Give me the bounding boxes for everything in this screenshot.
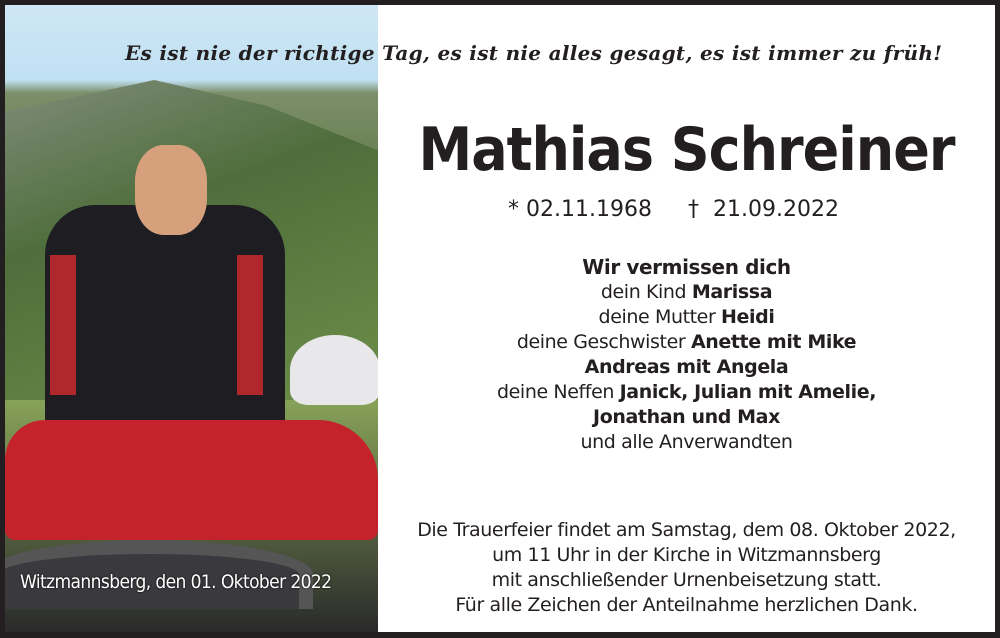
mourner-name: Anette mit Mike [690, 331, 857, 353]
person-head [135, 145, 207, 235]
relation-label: und alle Anverwandten [580, 431, 793, 453]
funeral-info [378, 518, 995, 618]
deceased-name: Mathias Schreiner [418, 115, 955, 185]
relation-label: deine Geschwister [516, 331, 691, 353]
death-date-value: 21.09.2022 [713, 197, 839, 222]
funeral-line: mit anschließender Urnenbeisetzung statt. [491, 569, 882, 591]
star-icon: * [508, 197, 519, 222]
relation-label: deine Mutter [598, 306, 722, 328]
mourner-name: Marissa [691, 281, 773, 303]
mourner-name: Jonathan und Max [593, 406, 780, 428]
funeral-line: Die Trauerfeier findet am Samstag, dem 08. Oktober 2022, [417, 519, 956, 541]
mourner-name: Janick, Julian mit Amelie, [619, 381, 877, 403]
death-date [688, 197, 839, 222]
mourners-heading: Wir vermissen dich [582, 255, 791, 279]
mourner-name: Heidi [721, 306, 775, 328]
mourner-line [378, 430, 995, 455]
jacket-sleeve [50, 255, 76, 395]
motorcycle [5, 420, 378, 540]
mourner-line [378, 355, 995, 380]
relation-label: deine Neffen [496, 381, 620, 403]
cross-icon: † [688, 197, 699, 222]
motto: Es ist nie der richtige Tag, es ist nie alles gesagt, es ist immer zu früh! [125, 41, 943, 65]
jacket-sleeve [237, 255, 263, 395]
obituary-notice [5, 5, 995, 632]
mourner-line [378, 380, 995, 405]
mourner-line [378, 305, 995, 330]
helmet [290, 335, 378, 405]
mourner-line [378, 405, 995, 430]
birth-date-value: 02.11.1968 [526, 197, 652, 222]
relation-label: dein Kind [600, 281, 692, 303]
place-date: Witzmannsberg, den 01. Oktober 2022 [20, 571, 332, 593]
mourner-line [378, 330, 995, 355]
funeral-line: Für alle Zeichen der Anteilnahme herzlichen Dank. [455, 594, 918, 616]
birth-date [508, 197, 652, 222]
portrait-photo [5, 5, 378, 632]
funeral-line: um 11 Uhr in der Kirche in Witzmannsberg [492, 544, 881, 566]
mourner-line [378, 280, 995, 305]
mourner-name: Andreas mit Angela [584, 356, 789, 378]
mourners-list [378, 255, 995, 455]
